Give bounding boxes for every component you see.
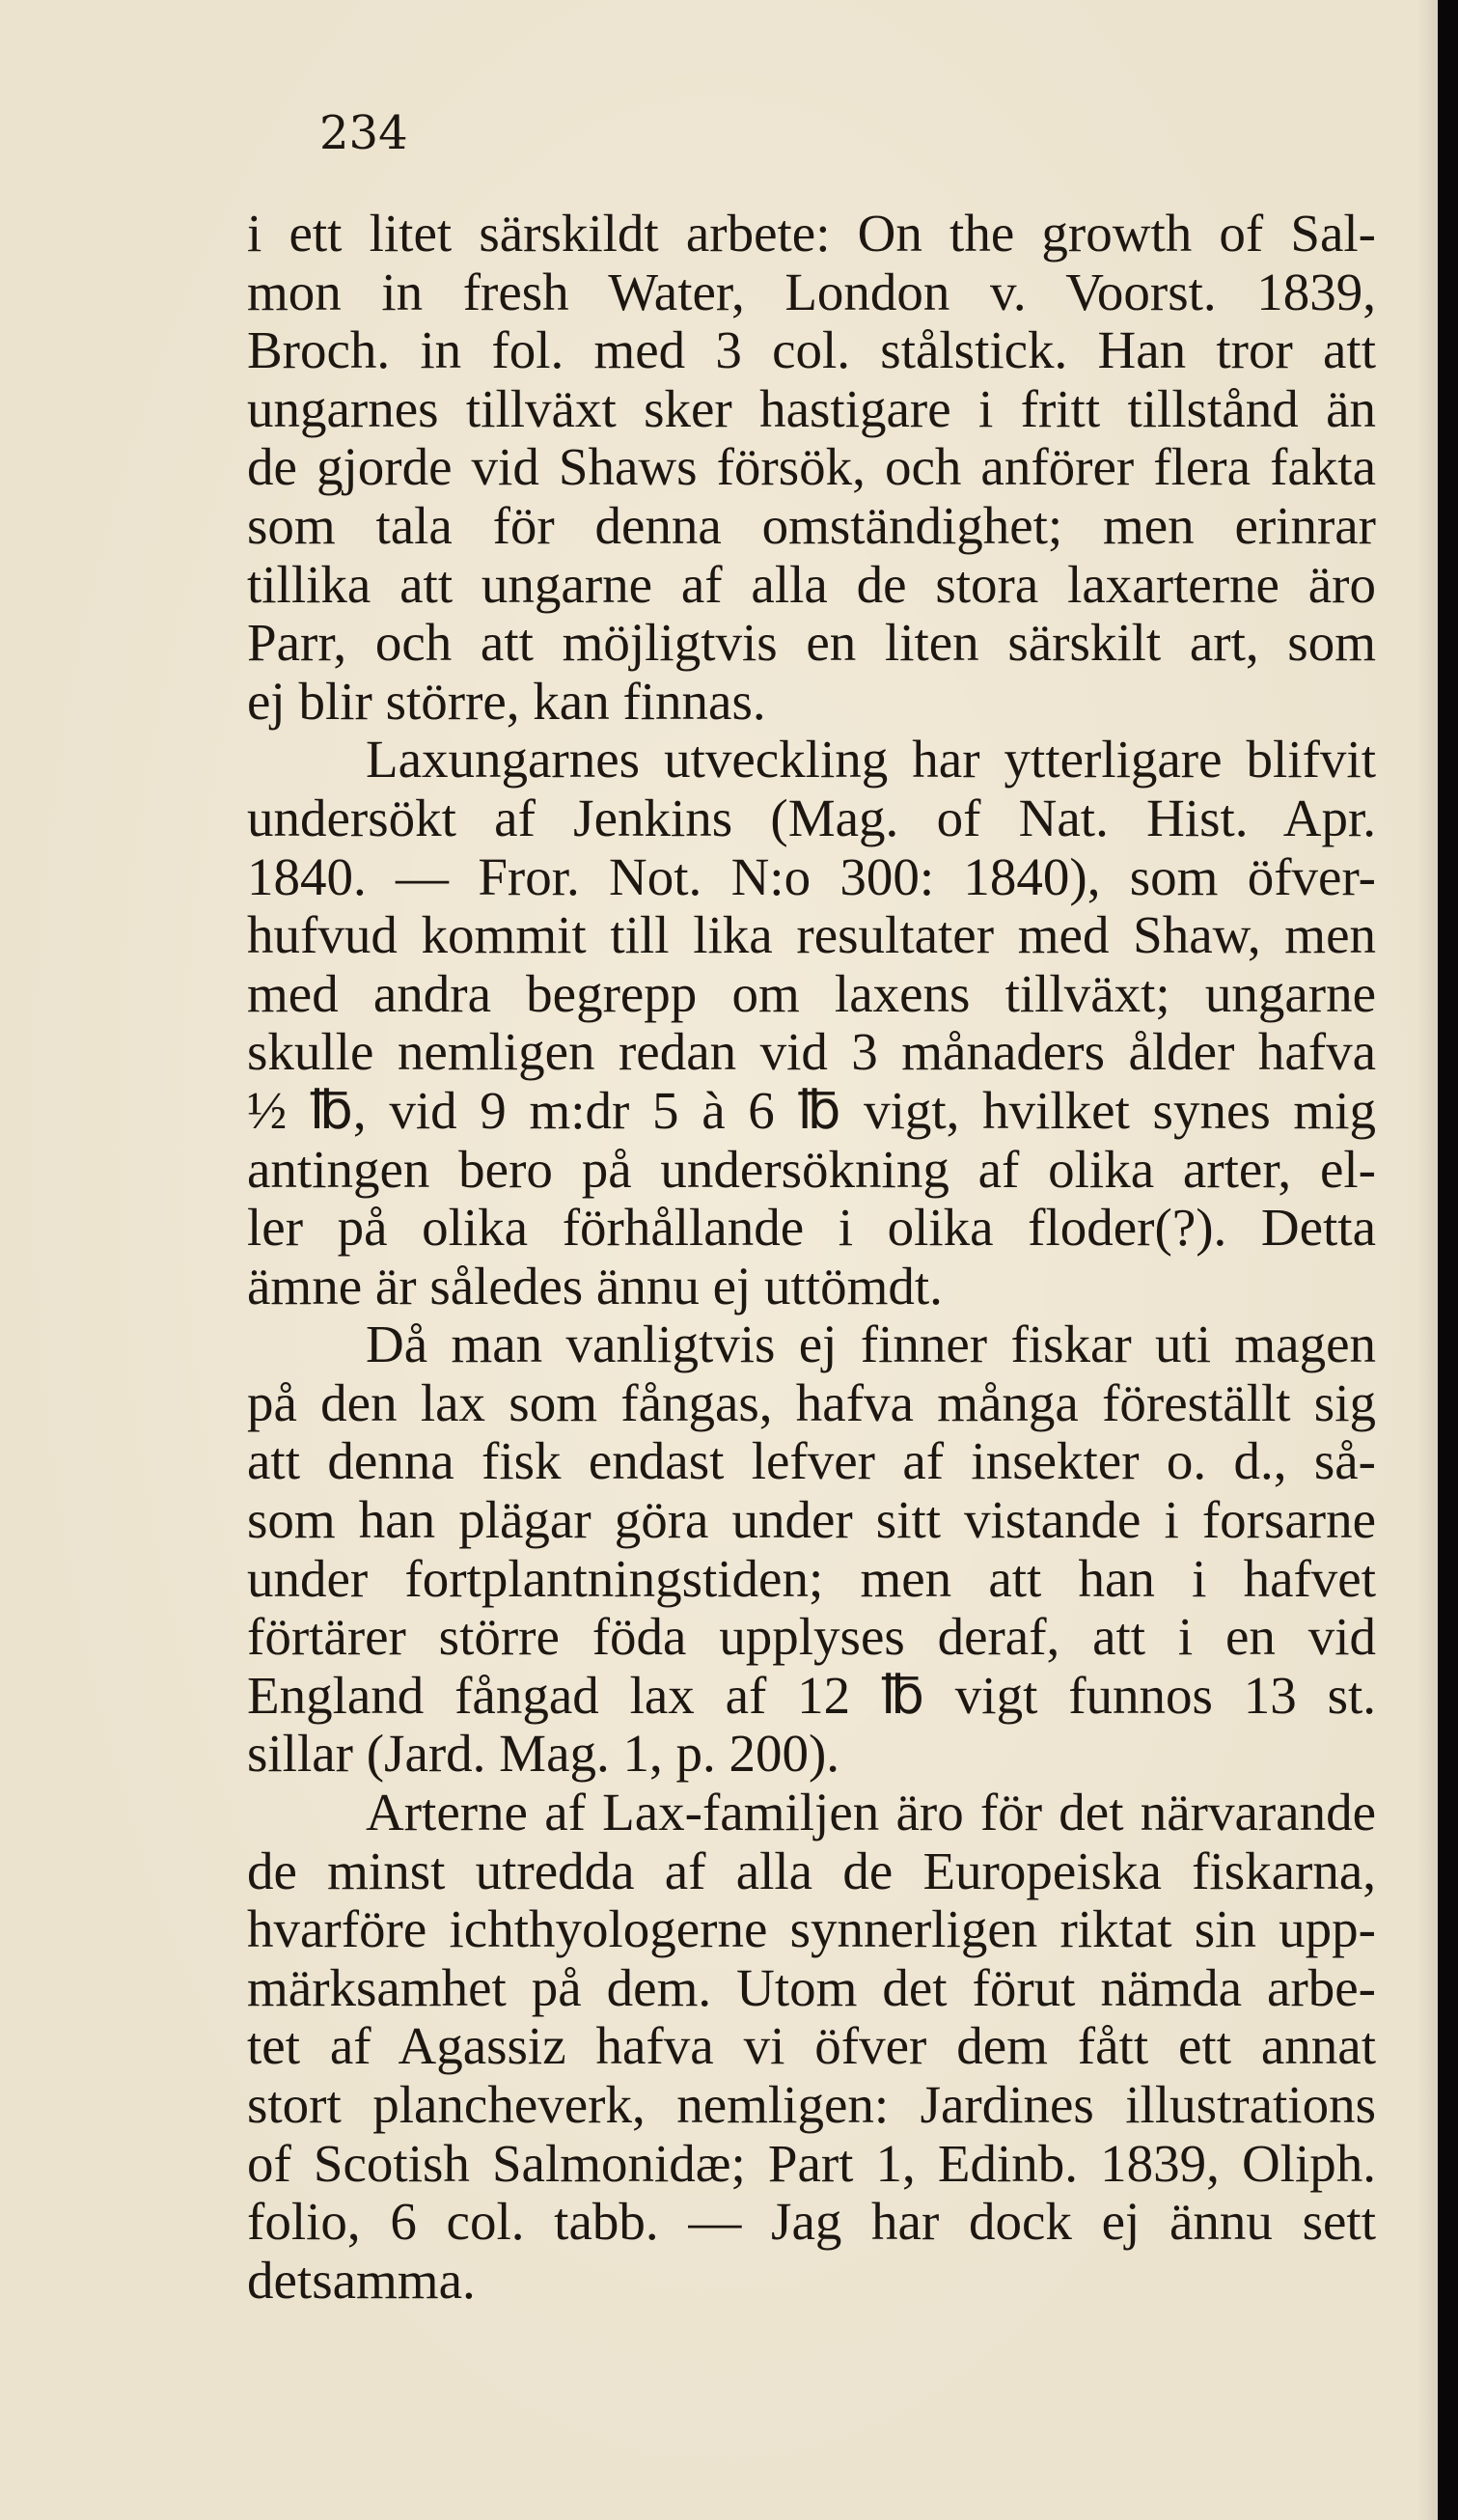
- text-line: som tala för denna omständighet; men erinrar: [247, 496, 1376, 555]
- text-line: ungarnes tillväxt sker hastigare i fritt tillstånd än: [247, 379, 1376, 438]
- text-line: England fångad lax af 12 ℔ vigt funnos 13 st.: [247, 1666, 1376, 1725]
- text-line: med andra begrepp om laxens tillväxt; ungarne: [247, 964, 1376, 1023]
- text-line: att denna fisk endast lefver af insekter o. d., så-: [247, 1432, 1376, 1491]
- text-line: detsamma.: [247, 2251, 476, 2310]
- text-line: hvarföre ichthyologerne synnerligen riktat sin upp-: [247, 1900, 1376, 1959]
- text-line: de minst utredda af alla de Europeiska fiskarna,: [247, 1842, 1376, 1900]
- text-line: undersökt af Jenkins (Mag. of Nat. Hist. Apr.: [247, 789, 1376, 847]
- text-line: förtärer större föda upplyses deraf, att i en vid: [247, 1608, 1376, 1667]
- text-line: i ett litet särskildt arbete: On the growth of Sal-: [247, 205, 1376, 263]
- body-text: [247, 205, 1376, 2310]
- text-line: stort plancheverk, nemligen: Jardines illustrations: [247, 2076, 1376, 2134]
- text-line: hufvud kommit till lika resultater med Shaw, men: [247, 906, 1376, 965]
- text-line: ej blir större, kan finnas.: [247, 672, 766, 731]
- paragraph-first-line: Då man vanligtvis ej finner fiskar uti magen: [366, 1315, 1376, 1374]
- text-line: of Scotish Salmonidæ; Part 1, Edinb. 1839, Oliph.: [247, 2134, 1376, 2193]
- text-line: 1840. — Fror. Not. N:o 300: 1840), som öfver-: [247, 847, 1376, 906]
- text-line: Parr, och att möjligtvis en liten särskilt art, som: [247, 614, 1376, 673]
- text-line: tillika att ungarne af alla de stora laxarterne äro: [247, 555, 1376, 614]
- text-line: folio, 6 col. tabb. — Jag har dock ej ännu sett: [247, 2193, 1376, 2252]
- page-number: 234: [319, 106, 408, 160]
- text-line: tet af Agassiz hafva vi öfver dem fått ett annat: [247, 2017, 1376, 2076]
- text-line: de gjorde vid Shaws försök, och anförer flera fakta: [247, 438, 1376, 497]
- paragraph-first-line: Laxungarnes utveckling har ytterligare blifvit: [366, 731, 1376, 789]
- text-line: ämne är således ännu ej uttömdt.: [247, 1257, 943, 1315]
- text-line: sillar (Jard. Mag. 1, p. 200).: [247, 1725, 840, 1784]
- text-line: på den lax som fångas, hafva många föreställt sig: [247, 1373, 1376, 1432]
- text-line: Broch. in fol. med 3 col. stålstick. Han tror att: [247, 321, 1376, 380]
- text-line: antingen bero på undersökning af olika arter, el-: [247, 1140, 1376, 1199]
- text-line: mon in fresh Water, London v. Voorst. 1839,: [247, 263, 1376, 321]
- paragraph-first-line: Arterne af Lax-familjen äro för det närvarande: [366, 1784, 1376, 1842]
- text-line: märksamhet på dem. Utom det förut nämda arbe-: [247, 1958, 1376, 2017]
- text-line: under fortplantningstiden; men att han i hafvet: [247, 1549, 1376, 1608]
- text-line: ½ ℔, vid 9 m:dr 5 à 6 ℔ vigt, hvilket synes mig: [247, 1081, 1376, 1140]
- page-edge-shadow: [1417, 0, 1438, 2520]
- text-line: som han plägar göra under sitt vistande i forsarne: [247, 1491, 1376, 1550]
- text-line: ler på olika förhållande i olika floder(?). Detta: [247, 1199, 1376, 1258]
- text-line: skulle nemligen redan vid 3 månaders ålder hafva: [247, 1023, 1376, 1082]
